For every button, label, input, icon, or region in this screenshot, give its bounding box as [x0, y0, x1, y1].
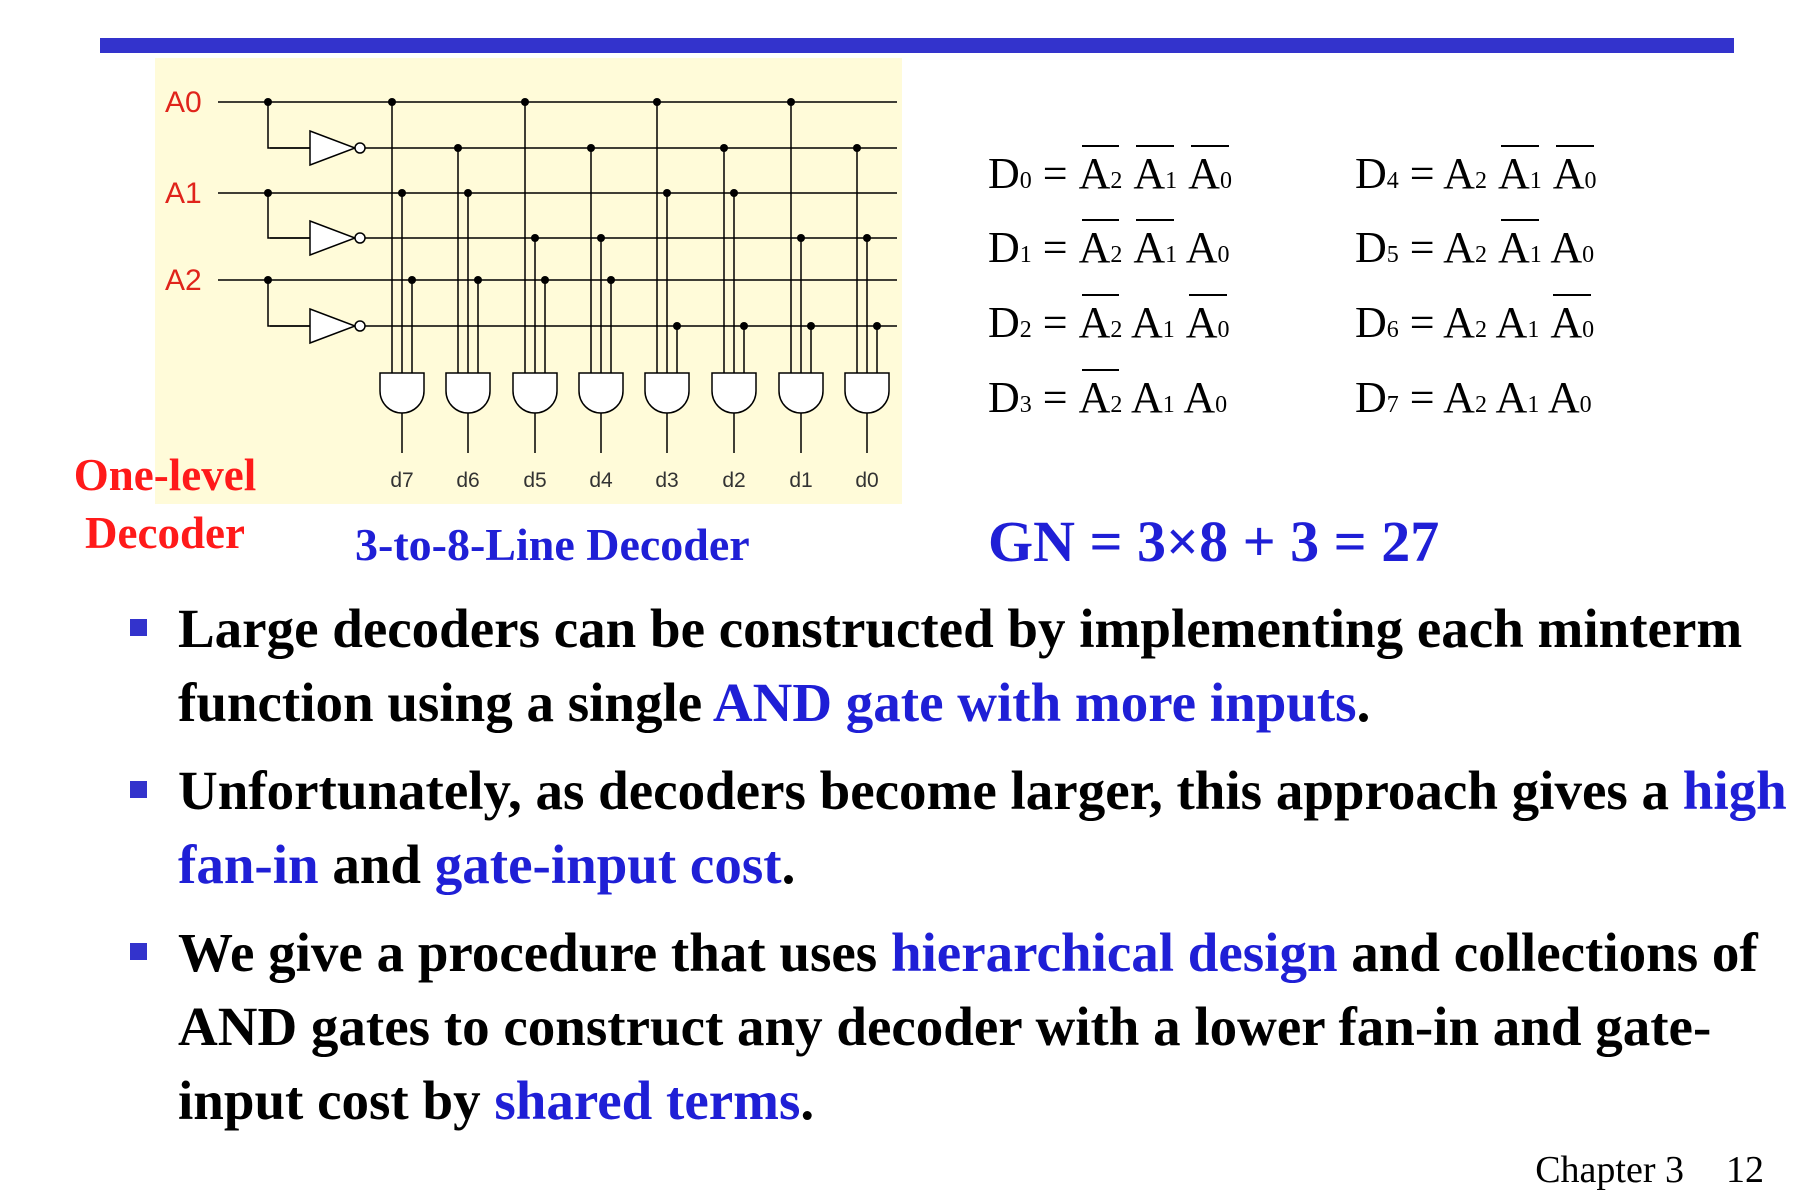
bullet-square-icon — [130, 943, 147, 960]
junction-dot — [541, 276, 549, 284]
bullet-text: Large decoders can be constructed by implementing each minterm function using a single — [178, 598, 1743, 733]
inverter-bubble-icon — [355, 233, 365, 243]
inverter-icon — [310, 131, 355, 165]
junction-dot — [740, 322, 748, 330]
junction-dot — [653, 98, 661, 106]
eq-lhs: D0 — [988, 149, 1032, 198]
and-gate-icon — [845, 373, 889, 413]
eq-term-complement: A1 — [1133, 223, 1178, 272]
junction-dot — [597, 234, 605, 242]
bullet-text: . — [1356, 672, 1371, 733]
eq-term-true: A1 — [1495, 298, 1540, 347]
output-label-d1: d1 — [789, 469, 813, 492]
eq-term-true: A1 — [1130, 373, 1175, 422]
eq-lhs: D7 — [1355, 373, 1399, 422]
eq-term-true: A0 — [1185, 223, 1230, 272]
bullet-list — [120, 592, 1800, 1152]
output-label-d3: d3 — [655, 469, 679, 492]
junction-dot — [398, 189, 406, 197]
bullet-text: and — [318, 834, 435, 895]
eq-term-true: A1 — [1495, 373, 1540, 422]
eq-lhs: D3 — [988, 373, 1032, 422]
junction-dot — [663, 189, 671, 197]
eq-term-complement: A1 — [1133, 149, 1178, 198]
equation-d1: D1 = A2 A1 A0 — [988, 223, 1230, 272]
eq-term-complement: A0 — [1188, 149, 1232, 198]
and-gate-icon — [446, 373, 490, 413]
junction-dot — [673, 322, 681, 330]
output-label-d6: d6 — [456, 469, 480, 492]
bullet-text: and collections of AND gates to construct any decoder with a lower fan-in and gate-input cost by — [178, 922, 1758, 1131]
junction-dot — [454, 144, 462, 152]
eq-term-complement: A1 — [1497, 223, 1542, 272]
slide-footer — [1535, 1148, 1764, 1192]
inverter-icon — [310, 221, 355, 255]
input-label-a1: A1 — [165, 177, 202, 210]
eq-term-complement: A0 — [1552, 149, 1597, 198]
eq-term-complement: A0 — [1185, 298, 1230, 347]
and-gate-icon — [380, 373, 424, 413]
junction-dot — [863, 234, 871, 242]
chapter-label: Chapter 3 — [1535, 1149, 1684, 1191]
eq-term-true: A0 — [1547, 373, 1592, 422]
output-label-d0: d0 — [855, 469, 879, 492]
junction-dot — [853, 144, 861, 152]
junction-dot — [474, 276, 482, 284]
output-label-d2: d2 — [722, 469, 746, 492]
eq-term-true: A1 — [1130, 298, 1175, 347]
inverter-input-wire — [268, 280, 310, 326]
junction-dot — [464, 189, 472, 197]
side-label-line1: One-level — [73, 450, 257, 500]
bullet-text: We give a procedure that uses — [178, 922, 891, 983]
side-label-line2: Decoder — [85, 508, 245, 558]
equation-d2: D2 = A2 A1 A0 — [988, 298, 1230, 347]
junction-dot — [587, 144, 595, 152]
inverter-input-wire — [268, 193, 310, 238]
output-label-d5: d5 — [523, 469, 547, 492]
decoder-circuit-svg — [155, 58, 902, 504]
eq-term-complement: A0 — [1550, 298, 1595, 347]
diagram-caption: 3-to-8-Line Decoder — [355, 519, 750, 570]
eq-lhs: D1 — [988, 223, 1032, 272]
equation-d3: D3 = A2 A1 A0 — [988, 373, 1228, 422]
junction-dot — [531, 234, 539, 242]
input-label-a0: A0 — [165, 86, 202, 119]
and-gate-icon — [645, 373, 689, 413]
and-gate-icon — [712, 373, 756, 413]
junction-dot — [730, 189, 738, 197]
decoder-circuit-diagram — [155, 58, 902, 504]
eq-term-true: A2 — [1443, 373, 1487, 422]
eq-term-complement: A2 — [1078, 298, 1123, 347]
eq-lhs: D4 — [1355, 149, 1399, 198]
bullet-item — [120, 592, 1800, 740]
and-gate-icon — [579, 373, 623, 413]
junction-dot — [720, 144, 728, 152]
inverter-bubble-icon — [355, 143, 365, 153]
gate-count-formula: GN = 3×8 + 3 = 27 — [988, 509, 1440, 574]
equation-d6: D6 = A2 A1 A0 — [1355, 298, 1595, 347]
highlighted-term: gate-input cost — [434, 834, 782, 895]
bullet-square-icon — [130, 781, 147, 798]
eq-term-complement: A2 — [1078, 223, 1123, 272]
title-rule — [100, 38, 1734, 53]
inverter-input-wire — [268, 102, 310, 148]
inverter-bubble-icon — [355, 321, 365, 331]
highlighted-term: hierarchical design — [890, 922, 1338, 983]
bullet-text: . — [800, 1070, 815, 1131]
bullet-text: . — [781, 834, 796, 895]
eq-term-complement: A2 — [1078, 149, 1123, 198]
junction-dot — [787, 98, 795, 106]
junction-dot — [408, 276, 416, 284]
eq-term-true: A2 — [1443, 149, 1487, 198]
eq-term-complement: A2 — [1078, 373, 1123, 422]
eq-term-true: A0 — [1183, 373, 1228, 422]
junction-dot — [873, 322, 881, 330]
junction-dot — [388, 98, 396, 106]
eq-term-true: A2 — [1443, 223, 1487, 272]
eq-lhs: D5 — [1355, 223, 1399, 272]
equation-d0: D0 = A2 A1 A0 — [988, 149, 1232, 198]
bullet-square-icon — [130, 619, 147, 636]
highlighted-term: AND gate with more inputs — [712, 672, 1357, 733]
eq-term-true: A0 — [1550, 223, 1595, 272]
and-gate-icon — [779, 373, 823, 413]
inverter-icon — [310, 309, 355, 343]
output-label-d4: d4 — [589, 469, 613, 492]
equation-d7: D7 = A2 A1 A0 — [1355, 373, 1592, 422]
equation-d4: D4 = A2 A1 A0 — [1355, 149, 1597, 198]
junction-dot — [521, 98, 529, 106]
eq-lhs: D6 — [1355, 298, 1399, 347]
output-label-d7: d7 — [390, 469, 414, 492]
eq-term-true: A2 — [1443, 298, 1487, 347]
input-label-a2: A2 — [165, 264, 202, 297]
bullet-item — [120, 916, 1800, 1138]
one-level-decoder-label — [50, 446, 280, 562]
highlighted-term: shared terms — [494, 1070, 801, 1131]
and-gate-icon — [513, 373, 557, 413]
junction-dot — [607, 276, 615, 284]
bullet-item — [120, 754, 1800, 902]
eq-lhs: D2 — [988, 298, 1032, 347]
page-number: 12 — [1726, 1149, 1764, 1191]
highlighted-term: high fan-in — [178, 760, 1787, 895]
eq-term-complement: A1 — [1497, 149, 1542, 198]
bullet-text: Unfortunately, as decoders become larger, this approach gives a — [178, 760, 1683, 821]
junction-dot — [797, 234, 805, 242]
equation-d5: D5 = A2 A1 A0 — [1355, 223, 1595, 272]
junction-dot — [807, 322, 815, 330]
